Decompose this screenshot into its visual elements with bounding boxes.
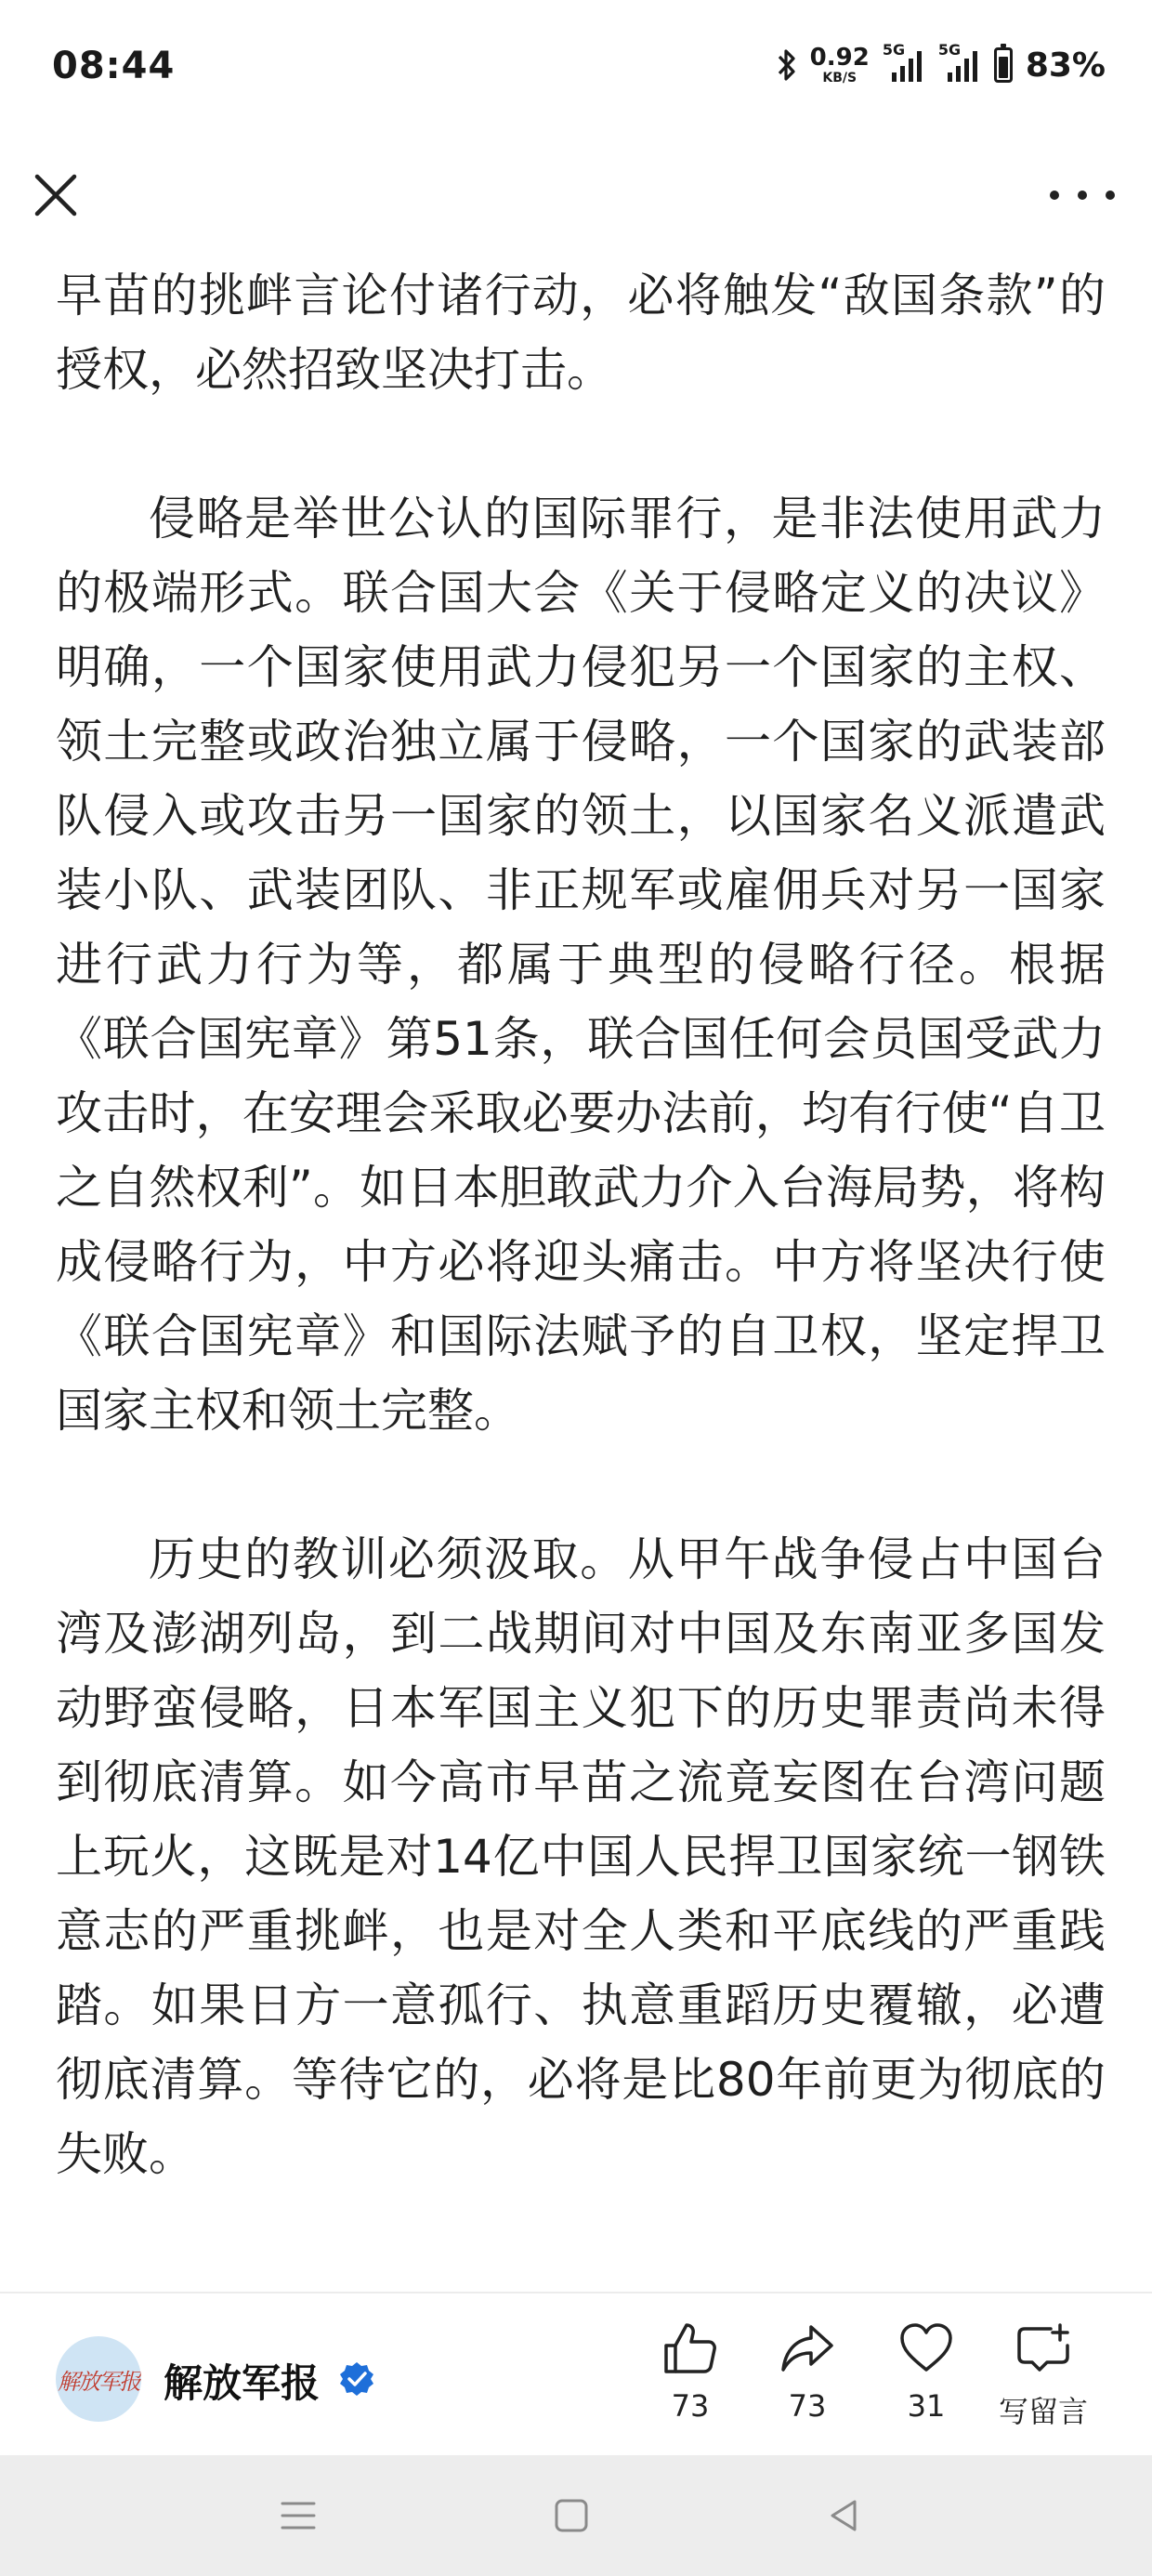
- thumbs-up-icon: [662, 2321, 718, 2375]
- network-speed: 0.92 KB/S: [809, 44, 870, 85]
- article-paragraph: 早苗的挑衅言论付诸行动，必将触发“敌国条款”的授权，必然招致坚决打击。: [56, 269, 1106, 397]
- share-button[interactable]: [756, 2321, 858, 2424]
- share-count: 73: [788, 2388, 827, 2424]
- account-name[interactable]: 解放军报: [164, 2360, 321, 2406]
- signal-icon-sim2: 5G: [938, 46, 981, 84]
- home-icon[interactable]: [548, 2492, 595, 2539]
- battery-percent: 83%: [1025, 46, 1106, 85]
- comment-label: 写留言: [998, 2394, 1088, 2429]
- more-dots-icon[interactable]: [1050, 167, 1115, 223]
- battery-icon: [994, 47, 1013, 83]
- favorite-button[interactable]: [875, 2321, 977, 2424]
- verified-badge-icon: [338, 2360, 375, 2398]
- article-paragraph: 侵略是举世公认的国际罪行，是非法使用武力的极端形式。联合国大会《关于侵略定义的决议》明确，一个国家使用武力侵犯另一个国家的主权、领土完整或政治独立属于侵略，一个国家的武装部队侵入或攻击另一国家的领土，以国家名义派遣武装小队、武装团队、非正规军或雇佣兵对另一国家进行武力行为等，都属于典型的侵略行径。根据《联合国宪章》第51条，联合国任何会员国受武力攻击时，在安理会采取必要办法前，均有行使“自卫之自然权利”。如日本胆敢武力介入台海局势，将构成侵略行为，中方必将迎头痛击。中方将坚决行使《联合国宪章》和国际法赋予的自卫权，坚定捍卫国家主权和领土完整。: [56, 492, 1106, 1438]
- heart-icon: [898, 2321, 954, 2375]
- top-nav: [0, 139, 1152, 260]
- article-paragraph: 历史的教训必须汲取。从甲午战争侵占中国台湾及澎湖列岛，到二战期间对中国及东南亚多国发动野蛮侵略，日本军国主义犯下的历史罪责尚未得到彻底清算。如今高市早苗之流竟妄图在台湾问题上玩火，这既是对14亿中国人民捍卫国家统一钢铁意志的严重挑衅，也是对全人类和平底线的严重践踏。如果日方一意孤行、执意重蹈历史覆辙，必遭彻底清算。等待它的，必将是比80年前更为彻底的失败。: [56, 1532, 1106, 2181]
- account-avatar[interactable]: [56, 2336, 141, 2422]
- like-count: 73: [671, 2388, 710, 2424]
- status-time: 08:44: [52, 45, 176, 87]
- close-icon[interactable]: [28, 167, 84, 223]
- status-bar: [0, 0, 1152, 139]
- action-bar: [0, 2292, 1152, 2457]
- comment-button[interactable]: [992, 2321, 1094, 2431]
- bluetooth-icon: [777, 47, 797, 83]
- share-arrow-icon: [779, 2321, 835, 2375]
- menu-icon[interactable]: [275, 2492, 321, 2539]
- account-logo-text: 解放军报: [58, 2368, 139, 2395]
- back-icon[interactable]: [821, 2492, 868, 2539]
- signal-icon-sim1: 5G: [883, 46, 925, 84]
- status-icons: [777, 41, 1106, 89]
- system-nav-bar: [0, 2455, 1152, 2576]
- comment-add-icon: [1015, 2321, 1071, 2375]
- like-button[interactable]: [639, 2321, 741, 2424]
- article-body: [56, 258, 1106, 2191]
- favorite-count: 31: [907, 2388, 946, 2424]
